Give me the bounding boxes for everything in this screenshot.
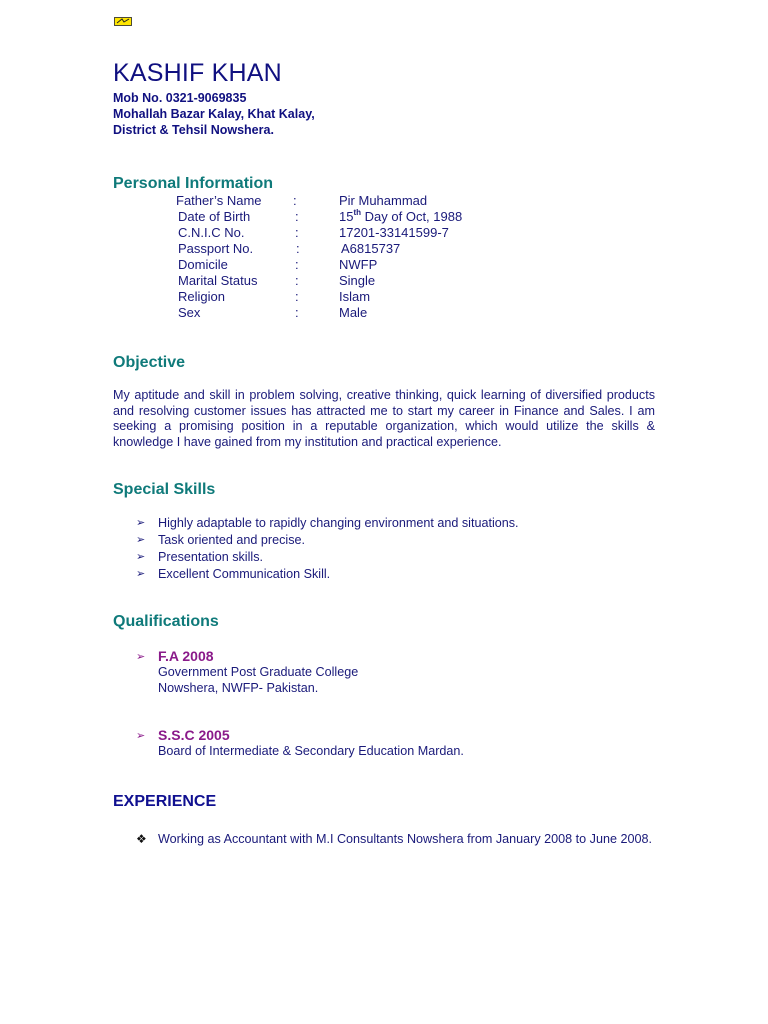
pi-value: NWFP: [339, 257, 378, 272]
arrow-bullet-icon: ➢: [136, 568, 146, 580]
arrow-bullet-icon: ➢: [136, 551, 146, 563]
contact-block: [113, 90, 315, 138]
qualification-title-text: F.A 2008: [158, 648, 214, 664]
pi-row: [178, 289, 498, 305]
pi-value: [339, 209, 462, 225]
pi-row: [178, 241, 498, 257]
dob-day: 15: [339, 209, 354, 224]
pi-value: Islam: [339, 289, 371, 304]
arrow-bullet-icon: ➢: [136, 534, 146, 546]
dob-rest: Day of Oct, 1988: [361, 209, 463, 224]
pi-label: Religion: [178, 289, 225, 304]
objective-text: My aptitude and skill in problem solving, creative thinking, quick learning of diversified products and resolving customer issues has attracted me to start my career in Finance and Sales. I am seeking a promising position in a reputable organization, which would utilize the skills & knowledge I have gained from my institution and practical experience.: [113, 388, 655, 450]
qualification-item: [136, 727, 464, 759]
pi-label: C.N.I.C No.: [178, 225, 245, 240]
pi-label: Domicile: [178, 257, 228, 272]
qualification-title: [136, 648, 358, 664]
skills-heading: Special Skills: [113, 481, 216, 498]
experience-text: Working as Accountant with M.I Consultants Nowshera from January 2008 to June 2008.: [158, 832, 652, 846]
list-item: [136, 566, 519, 583]
pi-label: Passport No.: [178, 241, 254, 256]
pi-row: [178, 305, 498, 321]
skill-text: Excellent Communication Skill.: [158, 567, 331, 581]
skill-text: Highly adaptable to rapidly changing environment and situations.: [158, 516, 519, 530]
diamond-bullet-icon: ❖: [136, 832, 147, 846]
pi-label: Father’s Name: [176, 193, 262, 208]
pi-value: Single: [339, 273, 376, 288]
qualification-line: Nowshera, NWFP- Pakistan.: [158, 681, 319, 695]
pi-label: Marital Status: [178, 273, 258, 288]
candidate-name: KASHIF KHAN: [113, 59, 282, 87]
qualification-line: Government Post Graduate College: [158, 665, 359, 679]
arrow-bullet-icon: ➢: [136, 651, 146, 663]
skill-text: Presentation skills.: [158, 550, 263, 564]
pi-row: [178, 209, 498, 225]
personal-info-heading: Personal Information: [113, 175, 274, 192]
pi-separator: :: [295, 289, 299, 304]
pi-separator: :: [295, 305, 299, 320]
pi-separator: :: [295, 209, 299, 224]
qualification-title-text: S.S.C 2005: [158, 727, 230, 743]
pi-row: [176, 193, 496, 209]
experience-item: [136, 831, 655, 847]
dob-ordinal: th: [353, 208, 362, 217]
skill-text: Task oriented and precise.: [158, 533, 306, 547]
qualification-item: [136, 648, 358, 696]
objective-heading: Objective: [113, 354, 186, 371]
skills-list: [136, 515, 519, 583]
personal-info-table: [176, 193, 496, 321]
experience-heading: EXPERIENCE: [113, 793, 217, 810]
pi-label: Sex: [178, 305, 201, 320]
pi-value: A6815737: [341, 241, 401, 256]
qualification-line: Board of Intermediate & Secondary Education Mardan.: [158, 744, 464, 758]
qualification-title: [136, 727, 464, 743]
pi-separator: :: [296, 241, 300, 256]
arrow-bullet-icon: ➢: [136, 730, 146, 742]
pi-value: 17201-33141599-7: [339, 225, 449, 240]
pi-row: [178, 273, 498, 289]
pi-label: Date of Birth: [178, 209, 251, 224]
pi-row: [178, 257, 498, 273]
pi-separator: :: [295, 225, 299, 240]
mobile-number: Mob No. 0321-9069835: [113, 91, 247, 105]
address-line-1: Mohallah Bazar Kalay, Khat Kalay,: [113, 107, 315, 121]
list-item: [136, 549, 519, 566]
pi-value: Pir Muhammad: [339, 193, 428, 208]
address-line-2: District & Tehsil Nowshera.: [113, 123, 274, 137]
pi-value: Male: [339, 305, 368, 320]
list-item: [136, 532, 519, 549]
pi-row: [178, 225, 498, 241]
arrow-bullet-icon: ➢: [136, 517, 146, 529]
logo-icon: [114, 17, 132, 26]
pi-separator: :: [295, 257, 299, 272]
pi-separator: :: [293, 193, 297, 208]
qualifications-heading: Qualifications: [113, 613, 219, 630]
list-item: [136, 515, 519, 532]
pi-separator: :: [295, 273, 299, 288]
